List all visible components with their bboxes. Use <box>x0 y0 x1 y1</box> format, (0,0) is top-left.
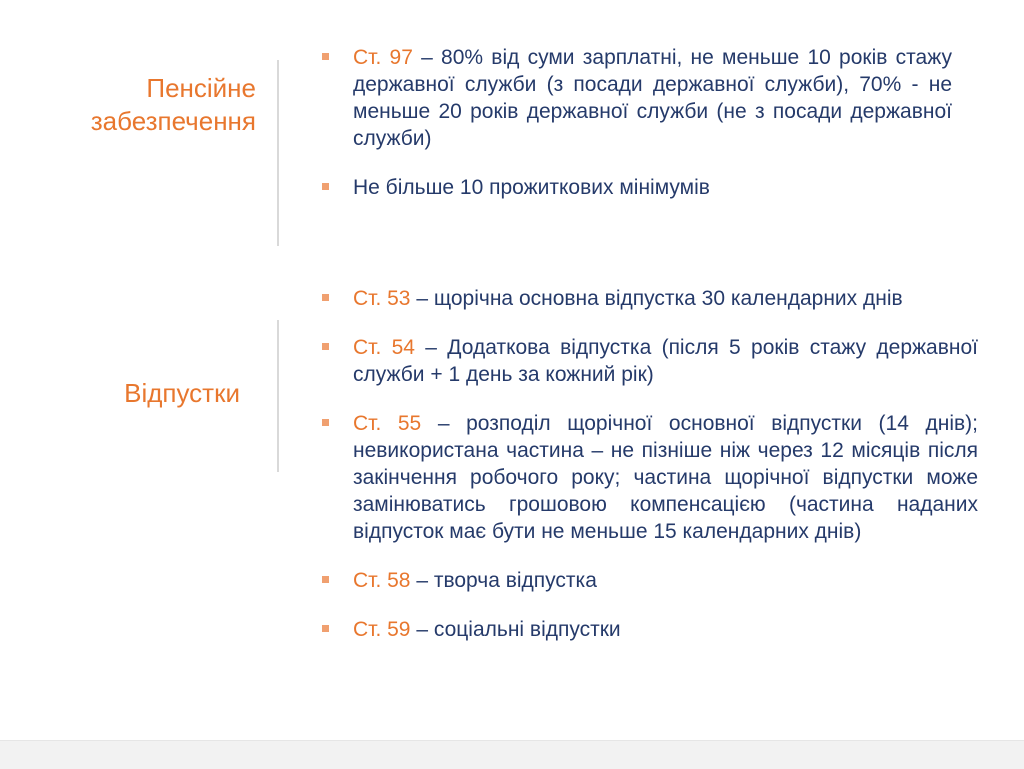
bullet-item-subsistence-minimum <box>322 174 952 201</box>
bullet-item-art-97 <box>322 44 952 152</box>
bullet-item-art-59 <box>322 616 978 643</box>
bullet-text: – творча відпустка <box>410 569 597 592</box>
square-bullet-icon <box>322 294 329 301</box>
section-title-pension-line1: Пенсійне <box>146 73 256 103</box>
square-bullet-icon <box>322 53 329 60</box>
square-bullet-icon <box>322 419 329 426</box>
section-divider-vacations <box>277 320 279 472</box>
bullet-item-art-54 <box>322 334 978 388</box>
bullet-text: – розподіл щорічної основної відпустки (14 днів); невикористана частина – не пізніше ніж через 12 місяців після закінчення робочого року; частина щорічної відпустки може замінюватись грошовою компенсацією (частина наданих відпусток має бути не меньше 15 календарних днів) <box>353 412 978 543</box>
square-bullet-icon <box>322 576 329 583</box>
square-bullet-icon <box>322 183 329 190</box>
article-ref: Ст. 58 <box>353 569 411 592</box>
bullet-item-art-58 <box>322 567 978 594</box>
bullet-text: – Додаткова відпустка (після 5 років стажу державної служби + 1 день за кожний рік) <box>353 336 979 386</box>
article-ref: Ст. 97 <box>353 46 413 69</box>
vacations-bullet-list <box>322 285 978 665</box>
section-title-pension <box>20 72 256 138</box>
bullet-item-art-53 <box>322 285 978 312</box>
bullet-item-art-55 <box>322 410 978 545</box>
section-title-vacations: Відпустки <box>124 378 240 408</box>
footer-strip <box>0 740 1024 769</box>
bullet-text: – щорічна основна відпустка 30 календарних днів <box>410 287 903 310</box>
square-bullet-icon <box>322 343 329 350</box>
pension-bullet-list <box>322 44 952 223</box>
article-ref: Ст. 54 <box>353 336 415 359</box>
section-divider-pension <box>277 60 279 246</box>
article-ref: Ст. 55 <box>353 412 422 435</box>
article-ref: Ст. 59 <box>353 618 411 641</box>
article-ref: Ст. 53 <box>353 287 411 310</box>
square-bullet-icon <box>322 625 329 632</box>
bullet-text: – 80% від суми зарплатні, не меньше 10 років стажу державної служби (з посади державної служби), 70% - не меньше 20 років державної служби (не з посади державної служби) <box>353 46 953 150</box>
section-title-pension-line2: забезпечення <box>90 106 256 136</box>
bullet-text: – соціальні відпустки <box>410 618 621 641</box>
bullet-text: Не більше 10 прожиткових мінімумів <box>353 176 710 199</box>
